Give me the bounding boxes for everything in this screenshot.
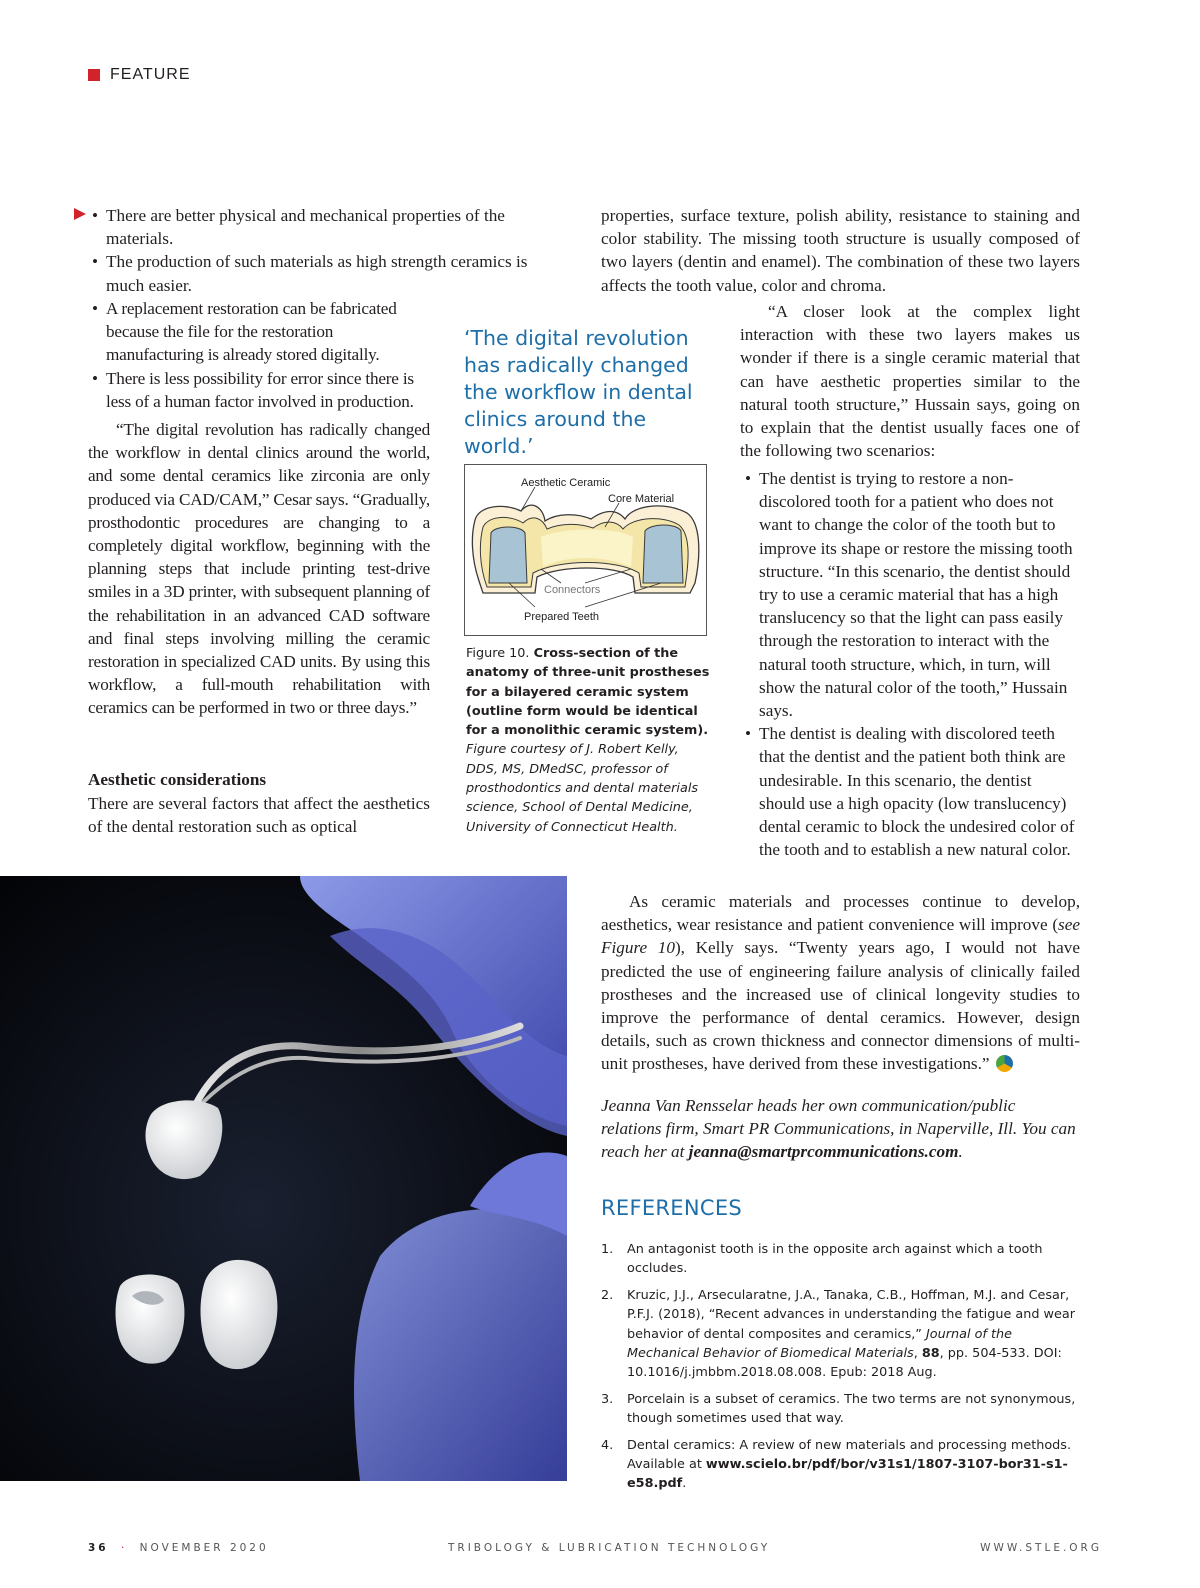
author-bio: Jeanna Van Rensselar heads her own communication/public relations firm, Smart PR Communications, in Naperville, Ill. You can reach her at jeanna@smartprcommunications.com. — [601, 1096, 1076, 1162]
subheading: Aesthetic considerations — [88, 770, 267, 789]
label-connectors: Connectors — [544, 584, 601, 596]
dental-crowns-photo — [0, 876, 567, 1481]
label-core-material: Core Material — [608, 493, 675, 505]
left-bullet-list-wide — [88, 204, 556, 297]
references-list — [601, 1240, 1081, 1501]
body-paragraph: “The digital revolution has radically changed the workflow in dental clinics around the world, and some dental ceramics like zirconia are only produced via CAD/CAM,” Cesar says. “Gradually, prosthodontic procedures are changing to a completely digital workflow, beginning with the planning steps that include printing test-drive smiles in a 3D printer, with subsequent planning of the rehabilitation in an advanced CAD software and final steps involving milling the ceramic restoration in specialized CAD units. By using this workflow, a full-mouth rehabilitation with ceramics can be performed in two or three days.” — [88, 420, 430, 718]
section-header — [88, 66, 190, 84]
body-paragraph: “A closer look at the complex light interaction with these two layers makes us wonder if there is a single ceramic material that can have aesthetic properties similar to the natural tooth structure,” Hussain says, going on to explain that the dentist usually faces one of the following two scenarios: — [740, 302, 1080, 461]
author-email-link[interactable]: jeanna@smartprcommunications.com — [688, 1142, 959, 1162]
footer-website[interactable]: WWW.STLE.ORG — [980, 1542, 1102, 1554]
tweezers-holding-crown-image — [0, 876, 567, 1481]
list-item: • The production of such materials as high strength ceramics is much easier. — [88, 250, 556, 296]
footer-separator: · — [120, 1542, 128, 1554]
caption-credit: Figure courtesy of J. Robert Kelly, DDS, MS, DMedSC, professor of prosthodontics and dental materials science, School of Dental Medicine, University of Connecticut Health. — [466, 742, 699, 835]
prepared-tooth-right — [643, 525, 683, 583]
stle-end-mark-icon — [996, 1055, 1013, 1072]
footer-date: NOVEMBER 2020 — [139, 1542, 269, 1554]
list-item: • A replacement restoration can be fabricated because the file for the restoration manufacturing is already stored digitally. — [88, 297, 430, 367]
list-item: • The dentist is dealing with discolored teeth that the dentist and the patient both think are undesirable. In this scenario, the dentist should use a high opacity (low translucency) dental ceramic to block the undesired color of the tooth and to establish a new natural color. — [741, 722, 1081, 861]
right-bullet-list — [741, 467, 1081, 861]
figure-caption — [466, 644, 712, 837]
figure-10-diagram — [464, 464, 707, 636]
list-item: 3. Porcelain is a subset of ceramics. The two terms are not synonymous, though sometimes used that way. — [601, 1391, 1076, 1427]
list-item: • The dentist is trying to restore a non-discolored tooth for a patient who does not want to change the color of the tooth but to improve its shape or restore the missing tooth structure. “In this scenario, the dentist should try to use a ceramic material that has a high translucency so that the light can pass easily through the restoration to interact with the natural tooth structure, which, in turn, will show the natural color of the tooth,” Hussain says. — [741, 467, 1081, 722]
reference-link[interactable]: www.scielo.br/pdf/bor/v31s1/1807-3107-bor31-s1-e58.pdf — [627, 1457, 1068, 1492]
references-heading: REFERENCES — [601, 1196, 743, 1220]
list-item: • There is less possibility for error since there is less of a human factor involved in production. — [88, 367, 430, 413]
caption-prefix: Figure 10. — [466, 646, 530, 661]
bridge-cross-section-illustration — [465, 465, 706, 635]
footer-publication: TRIBOLOGY & LUBRICATION TECHNOLOGY — [448, 1542, 771, 1554]
list-item: 4. Dental ceramics: A review of new materials and processing methods. Available at www.scielo.br/pdf/bor/v31s1/1807-3107-bor31-s1-e58.pdf. — [601, 1437, 1072, 1492]
label-prepared-teeth: Prepared Teeth — [524, 611, 600, 623]
label-aesthetic-ceramic: Aesthetic Ceramic — [521, 477, 611, 489]
caption-title: Cross-section of the anatomy of three-unit prostheses for a bilayered ceramic system (outline form would be identical for a monolithic ceramic system). — [466, 646, 710, 739]
pull-quote: ‘The digital revolution has radically changed the workflow in dental clinics around the world.’ — [464, 326, 693, 458]
prepared-tooth-left — [489, 527, 527, 583]
left-bullet-list-narrow — [88, 297, 430, 413]
list-item: 2. Kruzic, J.J., Arsecularatne, J.A., Tanaka, C.B., Hoffman, M.J. and Cesar, P.F.J. (2018), “Recent advances in understanding the fatigue and wear behavior of dental composites and ceramics,” Journal of the Mechanical Behavior of Biomedical Materials, 88, pp. 504-533. DOI: 10.1016/j.jmbbm.2018.08.008. Epub: 2018 Aug. — [601, 1287, 1076, 1381]
footer-left — [88, 1542, 269, 1554]
list-item: • There are better physical and mechanical properties of the materials. — [88, 204, 556, 250]
crown-on-table-left — [116, 1274, 185, 1363]
body-paragraph: There are several factors that affect the aesthetics of the dental restoration such as optical — [88, 794, 430, 837]
section-label: FEATURE — [110, 66, 191, 83]
body-paragraph: properties, surface texture, polish ability, resistance to staining and color stability. The missing tooth structure is usually composed of two layers (dentin and enamel). The combination of these two layers affects the tooth value, color and chroma. — [601, 206, 1080, 295]
list-item: 1. An antagonist tooth is in the opposite arch against which a tooth occludes. — [601, 1242, 1043, 1277]
page-number: 36 — [88, 1542, 109, 1554]
continuation-arrow-icon — [74, 208, 86, 220]
body-paragraph: As ceramic materials and processes continue to develop, aesthetics, wear resistance and patient convenience will improve (see Figure 10), Kelly says. “Twenty years ago, I would not have predicted the use of engineering failure analysis of clinically failed prostheses and the increased use of clinical longevity studies to improve the performance of dental ceramics. However, design details, such as crown thickness and connector dimensions of multi-unit prostheses, have derived from these investigations.” — [601, 892, 1081, 1074]
red-square-icon — [88, 69, 100, 81]
